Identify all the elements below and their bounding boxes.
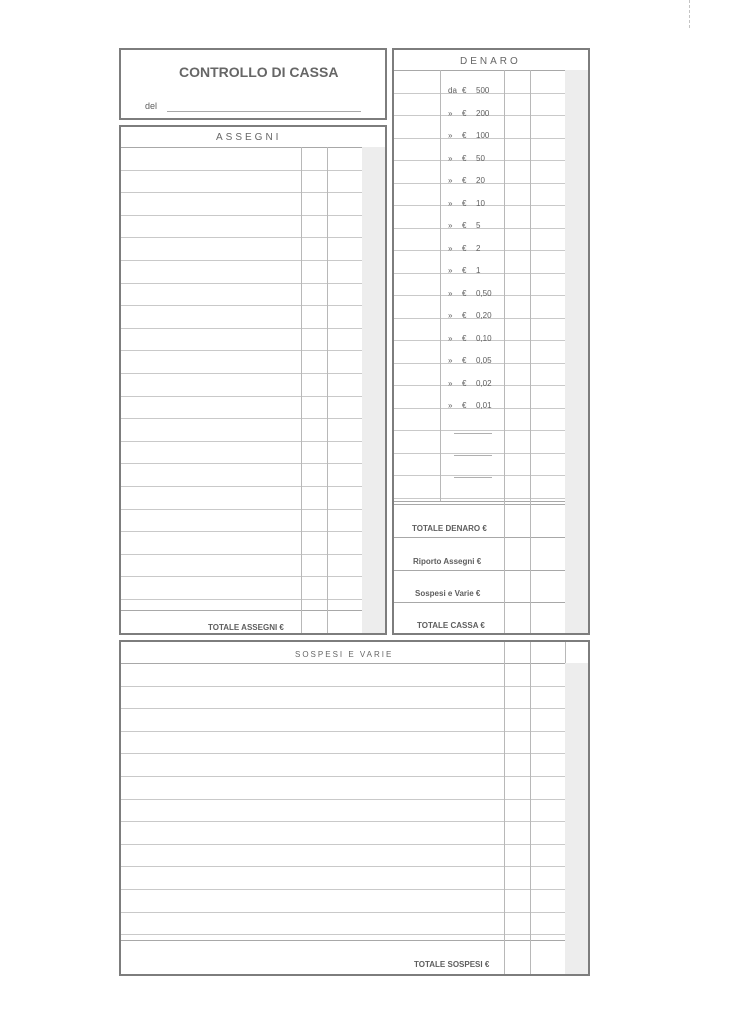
euro-symbol: € bbox=[462, 198, 467, 208]
assegni-entry-row[interactable] bbox=[121, 419, 301, 440]
assegni-entry-row[interactable] bbox=[121, 171, 301, 192]
euro-symbol: € bbox=[462, 288, 467, 298]
denomination-prefix: » bbox=[448, 311, 453, 320]
assegni-row-line bbox=[121, 486, 385, 487]
denaro-box bbox=[392, 48, 590, 635]
denomination-row bbox=[448, 109, 496, 118]
assegni-header-line bbox=[121, 147, 385, 148]
riporto-assegni-label: Riporto Assegni € bbox=[413, 557, 482, 566]
denaro-row-line bbox=[394, 475, 588, 476]
assegni-entry-row[interactable] bbox=[121, 329, 301, 350]
denaro-total-line bbox=[394, 537, 588, 538]
denaro-column-line bbox=[504, 70, 505, 633]
header-box bbox=[119, 48, 387, 120]
denomination-value: 0,05 bbox=[476, 356, 492, 365]
date-field[interactable] bbox=[167, 111, 361, 112]
assegni-row-line bbox=[121, 305, 385, 306]
denaro-total-line bbox=[394, 602, 588, 603]
denomination-prefix: » bbox=[448, 356, 453, 365]
assegni-row-line bbox=[121, 170, 385, 171]
assegni-row-line bbox=[121, 237, 385, 238]
euro-symbol: € bbox=[462, 221, 467, 230]
form-title: CONTROLLO DI CASSA bbox=[179, 64, 339, 80]
denomination-prefix: » bbox=[448, 176, 453, 185]
denomination-row bbox=[448, 199, 496, 208]
denaro-total-line bbox=[394, 504, 588, 505]
sospesi-entry-row[interactable] bbox=[121, 867, 504, 888]
assegni-entry-row[interactable] bbox=[121, 374, 301, 395]
sospesi-entry-row[interactable] bbox=[121, 687, 504, 708]
sospesi-entry-row[interactable] bbox=[121, 845, 504, 866]
euro-symbol: € bbox=[462, 243, 467, 253]
denomination-row bbox=[448, 334, 496, 343]
denomination-prefix: » bbox=[448, 153, 453, 163]
denaro-total-line bbox=[394, 570, 588, 571]
denomination-row bbox=[448, 311, 496, 320]
denomination-value: 0,02 bbox=[476, 378, 492, 388]
denomination-row bbox=[448, 221, 496, 230]
denomination-row bbox=[448, 401, 496, 410]
denaro-column-line bbox=[440, 70, 441, 501]
denaro-row-line bbox=[394, 453, 588, 454]
assegni-entry-row[interactable] bbox=[121, 442, 301, 463]
sospesi-row-line bbox=[121, 821, 588, 822]
assegni-row-line bbox=[121, 373, 385, 374]
assegni-entry-row[interactable] bbox=[121, 577, 301, 598]
denomination-value: 0,10 bbox=[476, 333, 492, 343]
sospesi-row-line bbox=[121, 889, 588, 890]
assegni-entry-row[interactable] bbox=[121, 464, 301, 485]
denomination-row bbox=[448, 356, 496, 365]
assegni-entry-row[interactable] bbox=[121, 238, 301, 259]
sospesi-entry-row[interactable] bbox=[121, 664, 504, 685]
denomination-prefix: da bbox=[448, 86, 457, 95]
sospesi-header-line bbox=[121, 663, 588, 664]
assegni-entry-row[interactable] bbox=[121, 261, 301, 282]
denomination-value: 10 bbox=[476, 198, 485, 208]
assegni-row-line bbox=[121, 192, 385, 193]
denomination-prefix: » bbox=[448, 221, 453, 230]
euro-symbol: € bbox=[462, 401, 467, 410]
euro-symbol: € bbox=[462, 86, 467, 95]
denomination-value: 2 bbox=[476, 243, 481, 253]
denomination-row bbox=[448, 379, 496, 388]
denomination-value: 20 bbox=[476, 176, 485, 185]
denomination-value: 0,01 bbox=[476, 401, 492, 410]
sospesi-entry-row[interactable] bbox=[121, 822, 504, 843]
sospesi-row-line bbox=[121, 686, 588, 687]
denaro-column-line bbox=[530, 70, 531, 633]
blank-denomination-line[interactable] bbox=[454, 455, 492, 456]
denomination-value: 500 bbox=[476, 86, 490, 95]
assegni-row-line bbox=[121, 418, 385, 419]
assegni-row-line bbox=[121, 350, 385, 351]
denomination-prefix: » bbox=[448, 288, 453, 298]
assegni-box bbox=[119, 125, 387, 635]
assegni-row-line bbox=[121, 531, 385, 532]
denomination-value: 50 bbox=[476, 153, 485, 163]
denomination-row bbox=[448, 131, 496, 140]
euro-symbol: € bbox=[462, 108, 467, 118]
assegni-entry-row[interactable] bbox=[121, 351, 301, 372]
denomination-value: 200 bbox=[476, 108, 490, 118]
euro-symbol: € bbox=[462, 356, 467, 365]
sospesi-column-line bbox=[504, 642, 505, 974]
sospesi-row-line bbox=[121, 866, 588, 867]
blank-denomination-line[interactable] bbox=[454, 433, 492, 434]
sospesi-row-line bbox=[121, 799, 588, 800]
denomination-value: 0,20 bbox=[476, 311, 492, 320]
euro-symbol: € bbox=[462, 153, 467, 163]
denaro-title: DENARO bbox=[460, 56, 521, 67]
denaro-row-line bbox=[394, 498, 588, 499]
assegni-row-line bbox=[121, 441, 385, 442]
denaro-row-line bbox=[394, 430, 588, 431]
sospesi-box bbox=[119, 640, 590, 976]
sospesi-entry-row[interactable] bbox=[121, 913, 504, 934]
sospesi-row-line bbox=[121, 708, 588, 709]
assegni-entry-row[interactable] bbox=[121, 487, 301, 508]
totale-assegni-label: TOTALE ASSEGNI € bbox=[208, 623, 284, 632]
page-corner-mark bbox=[689, 0, 690, 28]
sospesi-column-line bbox=[530, 642, 531, 974]
denomination-prefix: » bbox=[448, 333, 453, 343]
denaro-header-line bbox=[394, 70, 588, 71]
assegni-total-line bbox=[121, 610, 385, 611]
sospesi-row-line bbox=[121, 731, 588, 732]
totale-sospesi-label: TOTALE SOSPESI € bbox=[414, 960, 490, 969]
sospesi-entry-row[interactable] bbox=[121, 777, 504, 798]
assegni-column-line bbox=[301, 147, 302, 633]
sospesi-row-line bbox=[121, 934, 588, 935]
assegni-entry-row[interactable] bbox=[121, 397, 301, 418]
sospesi-row-line bbox=[121, 776, 588, 777]
assegni-row-line bbox=[121, 215, 385, 216]
denomination-row bbox=[448, 86, 496, 95]
assegni-entry-row[interactable] bbox=[121, 193, 301, 214]
denomination-row bbox=[448, 266, 496, 275]
assegni-entry-row[interactable] bbox=[121, 555, 301, 576]
assegni-row-line bbox=[121, 554, 385, 555]
assegni-column-line bbox=[327, 147, 328, 633]
euro-symbol: € bbox=[462, 176, 467, 185]
euro-symbol: € bbox=[462, 333, 467, 343]
denomination-row bbox=[448, 244, 496, 253]
sospesi-varie-label: Sospesi e Varie € bbox=[415, 589, 481, 598]
euro-symbol: € bbox=[462, 378, 467, 388]
blank-denomination-line[interactable] bbox=[454, 477, 492, 478]
totale-denaro-label: TOTALE DENARO € bbox=[412, 524, 487, 533]
denomination-prefix: » bbox=[448, 266, 453, 275]
denomination-value: 0,50 bbox=[476, 288, 492, 298]
assegni-row-line bbox=[121, 260, 385, 261]
sospesi-entry-row[interactable] bbox=[121, 890, 504, 911]
assegni-row-line bbox=[121, 283, 385, 284]
denaro-total-line bbox=[394, 501, 588, 502]
denomination-row bbox=[448, 154, 496, 163]
assegni-entry-row[interactable] bbox=[121, 306, 301, 327]
denomination-value: 100 bbox=[476, 131, 490, 140]
assegni-row-line bbox=[121, 328, 385, 329]
denomination-value: 1 bbox=[476, 266, 481, 275]
sospesi-total-line bbox=[121, 940, 588, 941]
denomination-prefix: » bbox=[448, 401, 453, 410]
sospesi-entry-row[interactable] bbox=[121, 732, 504, 753]
sospesi-row-line bbox=[121, 912, 588, 913]
totale-cassa-label: TOTALE CASSA € bbox=[417, 621, 485, 630]
assegni-row-line bbox=[121, 509, 385, 510]
denaro-shaded-column bbox=[565, 70, 588, 633]
assegni-entry-row[interactable] bbox=[121, 148, 301, 169]
assegni-entry-row[interactable] bbox=[121, 532, 301, 553]
denomination-value: 5 bbox=[476, 221, 481, 230]
sospesi-row-line bbox=[121, 753, 588, 754]
sospesi-entry-row[interactable] bbox=[121, 800, 504, 821]
denomination-prefix: » bbox=[448, 131, 453, 140]
sospesi-entry-row[interactable] bbox=[121, 754, 504, 775]
euro-symbol: € bbox=[462, 131, 467, 140]
assegni-title: ASSEGNI bbox=[216, 132, 282, 143]
denomination-prefix: » bbox=[448, 243, 453, 253]
denomination-prefix: » bbox=[448, 108, 453, 118]
date-label: del bbox=[145, 101, 158, 111]
assegni-entry-row[interactable] bbox=[121, 510, 301, 531]
denomination-prefix: » bbox=[448, 378, 453, 388]
sospesi-entry-row[interactable] bbox=[121, 709, 504, 730]
assegni-entry-row[interactable] bbox=[121, 216, 301, 237]
euro-symbol: € bbox=[462, 266, 467, 275]
euro-symbol: € bbox=[462, 311, 467, 320]
denomination-row bbox=[448, 289, 496, 298]
sospesi-title: SOSPESI E VARIE bbox=[295, 650, 394, 659]
assegni-shaded-column bbox=[362, 147, 385, 633]
sospesi-shaded-column bbox=[565, 663, 588, 974]
assegni-row-line bbox=[121, 599, 385, 600]
denomination-prefix: » bbox=[448, 198, 453, 208]
denomination-row bbox=[448, 176, 496, 185]
assegni-row-line bbox=[121, 576, 385, 577]
assegni-entry-row[interactable] bbox=[121, 284, 301, 305]
sospesi-row-line bbox=[121, 844, 588, 845]
assegni-row-line bbox=[121, 396, 385, 397]
assegni-row-line bbox=[121, 463, 385, 464]
